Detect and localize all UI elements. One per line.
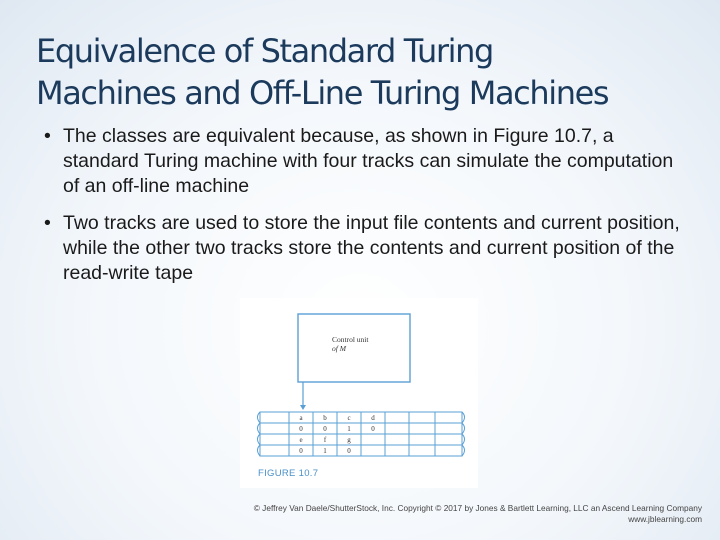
figure-diagram	[240, 298, 478, 488]
track-cell: e	[299, 436, 303, 444]
copyright-line-1: © Jeffrey Van Daele/ShutterStock, Inc. Copyright © 2017 by Jones & Bartlett Learning, LLC an Ascend Learning Company	[253, 503, 702, 513]
track-cell: 0	[347, 447, 351, 455]
track-cell: b	[323, 414, 327, 422]
figure-caption: FIGURE 10.7	[258, 468, 319, 479]
track-cell: f	[323, 436, 327, 444]
bullet-text: The classes are equivalent because, as shown in Figure 10.7, a standard Turing machine with four tracks can simulate the computation of an off-line machine	[63, 125, 674, 197]
track-cell: 0	[299, 447, 303, 455]
bullet-item	[44, 124, 684, 199]
copyright-line-2: www.jblearning.com	[628, 514, 702, 524]
bullet-list	[44, 124, 684, 298]
track-cell: a	[299, 414, 303, 422]
bullet-dot: •	[44, 212, 51, 234]
track-cell: 0	[323, 425, 327, 433]
turing-machine-figure	[240, 298, 478, 488]
track-cell: 1	[347, 425, 351, 433]
title-line-2: Machines and Off-Line Turing Machines	[36, 74, 609, 112]
track-cell: 0	[371, 425, 375, 433]
tape-grid	[258, 412, 465, 456]
track-cell: d	[371, 414, 375, 422]
track-cell: c	[347, 414, 351, 422]
head-arrow-icon	[300, 405, 306, 410]
copyright-notice	[182, 503, 702, 525]
track-cell: g	[347, 436, 351, 444]
title-line-1: Equivalence of Standard Turing	[36, 32, 493, 70]
control-unit-box	[298, 314, 410, 382]
bullet-item	[44, 211, 684, 286]
track-cell: 0	[299, 425, 303, 433]
control-unit-label-2: of M	[332, 344, 346, 353]
bullet-dot: •	[44, 125, 51, 147]
track-cell: 1	[323, 447, 327, 455]
bullet-text: Two tracks are used to store the input file contents and current position, while the other two tracks store the contents and current position of the read-write tape	[63, 212, 680, 284]
control-unit-label-1: Control unit	[332, 335, 369, 344]
slide-title	[36, 30, 706, 114]
